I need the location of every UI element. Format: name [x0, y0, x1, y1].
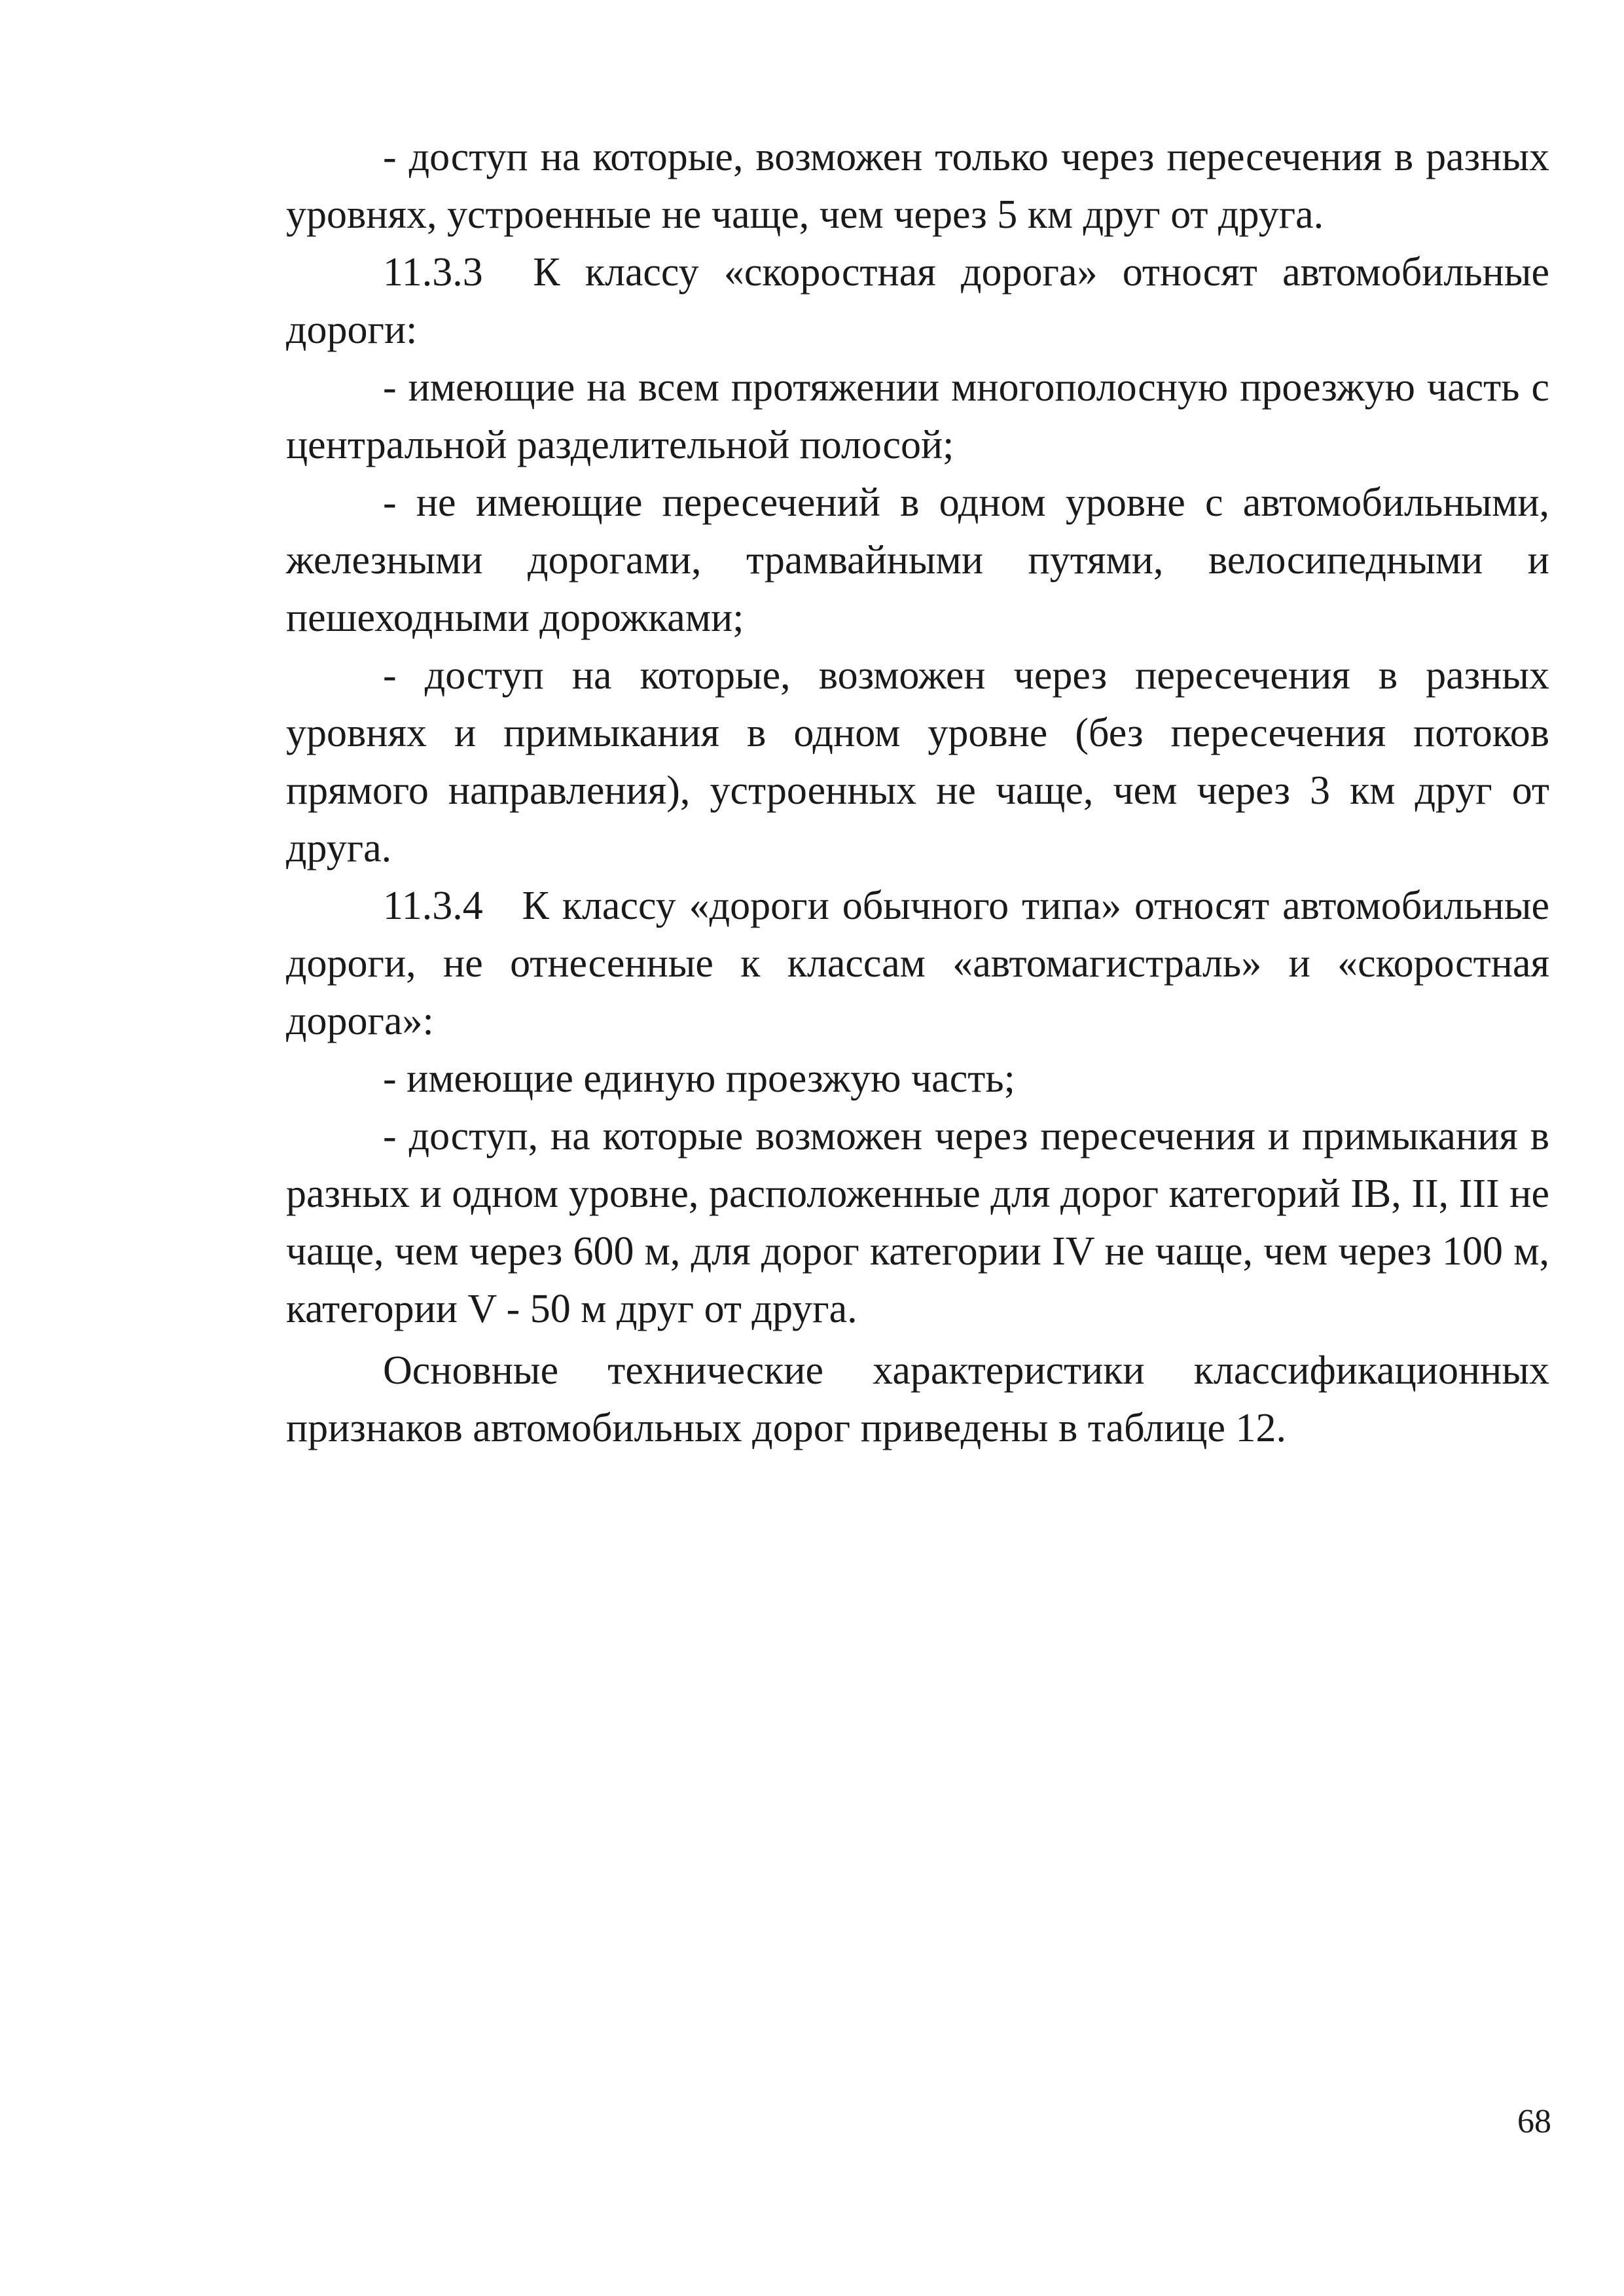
paragraph-2-section-11-3-3: 11.3.3 К классу «скоростная дорога» относят автомобильные дороги: [286, 250, 1560, 352]
paragraph-3: - имеющие на всем протяжении многополосную проезжую часть с центральной разделительной полосой; [286, 365, 1549, 467]
body-text [286, 128, 1560, 1457]
paragraph-4: - не имеющие пересечений в одном уровне с автомобильными, железными дорогами, трамвайными путями, велосипедными и пешеходными дорожками; [286, 480, 1549, 640]
paragraph-8: - доступ, на которые возможен через пересечения и примыкания в разных и одном уровне, расположенные для дорог категорий IB, II, III не чаще, чем через 600 м, для дорог категории IV не чаще, чем через 100 м, категории V - 50 м друг от друга. [286, 1114, 1549, 1331]
paragraph-9: Основные технические характеристики классификационных признаков автомобильных дорог приведены в таблице 12. [286, 1348, 1549, 1450]
page-number: 68 [1517, 2103, 1551, 2140]
paragraph-6-section-11-3-4: 11.3.4 К классу «дороги обычного типа» относят автомобильные дороги, не отнесенные к классам «автомагистраль» и «скоростная дорога»: [286, 884, 1560, 1043]
paragraph-5: - доступ на которые, возможен через пересечения в разных уровнях и примыкания в одном уровне (без пересечения потоков прямого направления), устроенных не чаще, чем через 3 км друг от друга. [286, 653, 1549, 870]
paragraph-1: - доступ на которые, возможен только через пересечения в разных уровнях, устроенные не чаще, чем через 5 км друг от друга. [286, 135, 1549, 237]
paragraph-7: - имеющие единую проезжую часть; [383, 1056, 1015, 1101]
